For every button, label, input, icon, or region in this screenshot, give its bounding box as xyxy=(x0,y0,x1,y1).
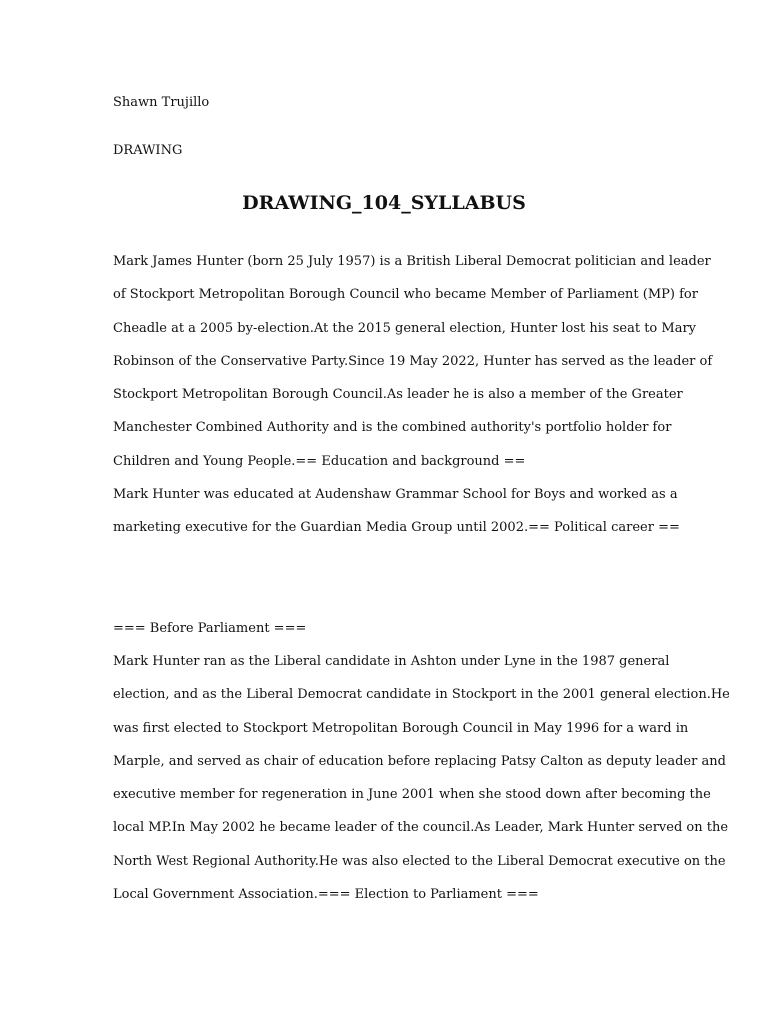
body-line: Mark James Hunter (born 25 July 1957) is a British Liberal Democrat politician and leader xyxy=(113,254,711,269)
body-line: Cheadle at a 2005 by-election.At the 2015 general election, Hunter lost his seat to Mary xyxy=(113,321,697,336)
subject-label: DRAWING xyxy=(113,143,183,158)
body-line: executive member for regeneration in June 2001 when she stood down after becoming the xyxy=(113,787,711,802)
body-line: North West Regional Authority.He was also elected to the Liberal Democrat executive on the xyxy=(113,854,726,869)
body-line: election, and as the Liberal Democrat candidate in Stockport in the 2001 general election.He xyxy=(113,687,730,702)
body-line: local MP.In May 2002 he became leader of the council.As Leader, Mark Hunter served on the xyxy=(113,820,729,835)
body-line: Mark Hunter was educated at Audenshaw Grammar School for Boys and worked as a xyxy=(113,487,678,502)
body-line: Children and Young People.== Education and background == xyxy=(113,454,526,469)
body-line: Local Government Association.=== Election to Parliament === xyxy=(113,887,539,902)
body-line: Mark Hunter ran as the Liberal candidate in Ashton under Lyne in the 1987 general xyxy=(113,654,670,669)
author-name: Shawn Trujillo xyxy=(113,95,210,110)
body-line: Manchester Combined Authority and is the combined authority's portfolio holder for xyxy=(113,420,672,435)
body-line: was first elected to Stockport Metropolitan Borough Council in May 1996 for a ward in xyxy=(113,721,689,736)
body-line: Robinson of the Conservative Party.Since 19 May 2022, Hunter has served as the leader of xyxy=(113,354,713,369)
body-line: Marple, and served as chair of education before replacing Patsy Calton as deputy leader and xyxy=(113,754,726,769)
document-title: DRAWING_104_SYLLABUS xyxy=(242,192,526,214)
body-line: Stockport Metropolitan Borough Council.As leader he is also a member of the Greater xyxy=(113,387,683,402)
section-heading: === Before Parliament === xyxy=(113,621,307,636)
body-line: marketing executive for the Guardian Media Group until 2002.== Political career == xyxy=(113,520,680,535)
body-line: of Stockport Metropolitan Borough Council who became Member of Parliament (MP) for xyxy=(113,287,698,302)
